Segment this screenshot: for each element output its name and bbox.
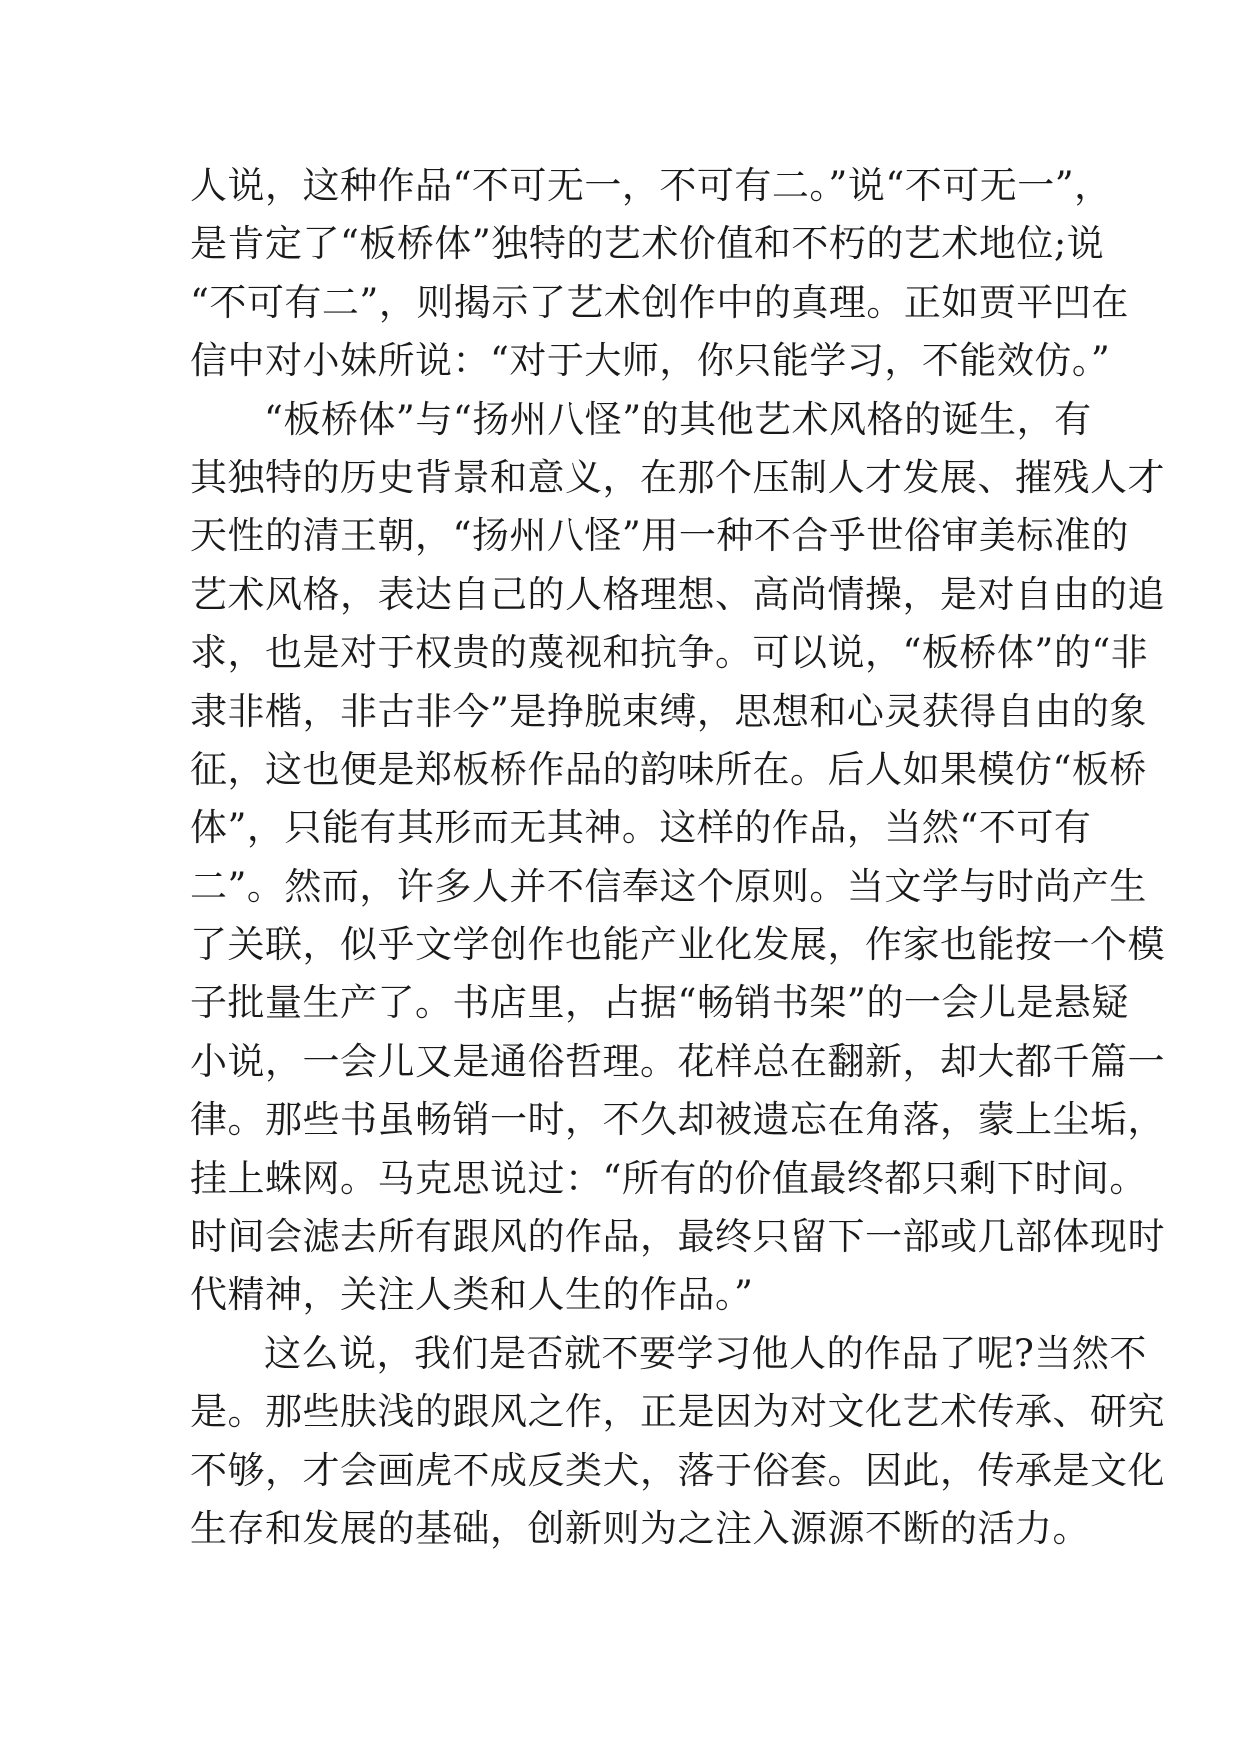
text-line: 其独特的历史背景和意义，在那个压制人才发展、摧残人才 xyxy=(190,455,1165,499)
text-line: 小说，一会儿又是通俗哲理。花样总在翻新，却大都千篇一 xyxy=(190,1039,1165,1083)
text-line: 二”。然而，许多人并不信奉这个原则。当文学与时尚产生 xyxy=(190,864,1147,908)
text-line: 人说，这种作品“不可无一，不可有二。”说“不可无一”， xyxy=(190,164,1112,207)
text-line: 征，这也便是郑板桥作品的韵味所在。后人如果模仿“板桥 xyxy=(190,747,1147,791)
text-line: 生存和发展的基础，创新则为之注入源源不断的活力。 xyxy=(190,1506,1090,1550)
text-line: 天性的清王朝，“扬州八怪”用一种不合乎世俗审美标准的 xyxy=(190,514,1129,558)
text-line: 体”，只能有其形而无其神。这样的作品，当然“不可有 xyxy=(190,806,1092,850)
text-line: 是。那些肤浅的跟风之作，正是因为对文化艺术传承、研究 xyxy=(190,1390,1165,1434)
text-line: “板桥体”与“扬州八怪”的其他艺术风格的诞生，有 xyxy=(264,397,1092,441)
text-line: 不够，才会画虎不成反类犬，落于俗套。因此，传承是文化 xyxy=(190,1448,1165,1492)
text-line: 艺术风格，表达自己的人格理想、高尚情操，是对自由的追 xyxy=(190,572,1165,616)
text-line: 挂上蛛网。马克思说过：“所有的价值最终都只剩下时间。 xyxy=(190,1156,1147,1200)
text-line: 求，也是对于权贵的蔑视和抗争。可以说，“板桥体”的“非 xyxy=(190,631,1149,675)
text-line: 代精神，关注人类和人生的作品。” xyxy=(190,1273,754,1317)
text-line: 是肯定了“板桥体”独特的艺术价值和不朽的艺术地位;说 xyxy=(190,222,1105,266)
text-line: 律。那些书虽畅销一时，不久却被遗忘在角落，蒙上尘垢， xyxy=(190,1098,1165,1142)
text-line: 隶非楷，非古非今”是挣脱束缚，思想和心灵获得自由的象 xyxy=(190,689,1147,733)
text-line: 时间会滤去所有跟风的作品，最终只留下一部或几部体现时 xyxy=(190,1215,1165,1259)
text-line: 信中对小妹所说：“对于大师，你只能学习，不能效仿。” xyxy=(190,339,1111,383)
text-line: 子批量生产了。书店里，占据“畅销书架”的一会儿是悬疑 xyxy=(190,981,1129,1025)
text-line: 这么说，我们是否就不要学习他人的作品了呢?当然不 xyxy=(264,1331,1147,1375)
document-body xyxy=(190,157,1165,1558)
text-line: 了关联，似乎文学创作也能产业化发展，作家也能按一个模 xyxy=(190,923,1165,967)
text-line: “不可有二”，则揭示了艺术创作中的真理。正如贾平凹在 xyxy=(190,280,1129,324)
